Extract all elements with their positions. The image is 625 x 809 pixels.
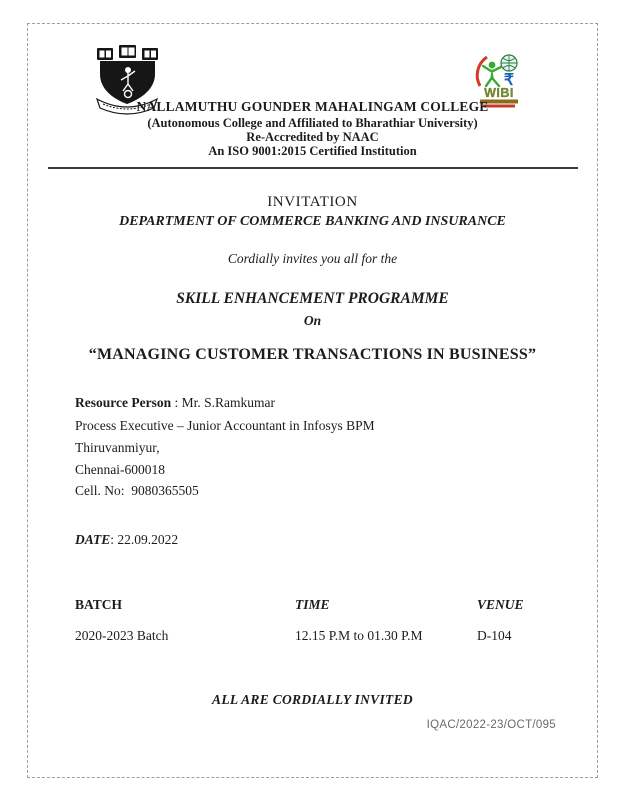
accreditation-line: Re-Accredited by NAAC <box>246 130 379 144</box>
college-name: NALLAMUTHU GOUNDER MAHALINGAM COLLEGE <box>136 99 489 114</box>
schedule-header-venue: VENUE <box>477 597 524 612</box>
schedule-venue-value: D-104 <box>477 628 512 643</box>
designation-line: Process Executive – Junior Accountant in Infosys BPM <box>75 418 375 433</box>
resource-person-value: : Mr. S.Ramkumar <box>171 395 275 410</box>
topic-title: “MANAGING CUSTOMER TRANSACTIONS IN BUSINESS” <box>88 346 537 363</box>
invite-line: Cordially invites you all for the <box>227 251 398 266</box>
schedule-batch-value: 2020-2023 Batch <box>75 628 169 643</box>
schedule-time-value: 12.15 P.M to 01.30 P.M <box>295 628 423 643</box>
cell-number-line: Cell. No: 9080365505 <box>75 483 199 498</box>
college-affiliation: (Autonomous College and Affiliated to Bharathiar University) <box>147 116 478 130</box>
svg-text:₹: ₹ <box>503 72 515 89</box>
resource-person-label: Resource Person <box>75 395 172 410</box>
wibi-wordmark: WIBI <box>484 86 514 100</box>
resource-person-line <box>75 395 275 411</box>
on-word: On <box>303 313 322 328</box>
programme-title: SKILL ENHANCEMENT PROGRAMME <box>176 290 449 307</box>
date-line <box>75 532 178 548</box>
iso-line: An ISO 9001:2015 Certified Institution <box>208 144 417 158</box>
closing-line: ALL ARE CORDIALLY INVITED <box>212 692 413 707</box>
address-line-2: Chennai-600018 <box>75 462 165 477</box>
department-title: DEPARTMENT OF COMMERCE BANKING AND INSURANCE <box>119 214 506 229</box>
reference-number: IQAC/2022-23/OCT/095 <box>426 719 556 731</box>
date-value: : 22.09.2022 <box>110 532 179 547</box>
date-label: DATE <box>75 532 111 547</box>
invitation-title: INVITATION <box>267 194 358 210</box>
schedule-header-batch: BATCH <box>75 597 123 612</box>
header-divider <box>48 167 578 169</box>
schedule-header-time: TIME <box>295 597 330 612</box>
address-line-1: Thiruvanmiyur, <box>75 440 160 455</box>
